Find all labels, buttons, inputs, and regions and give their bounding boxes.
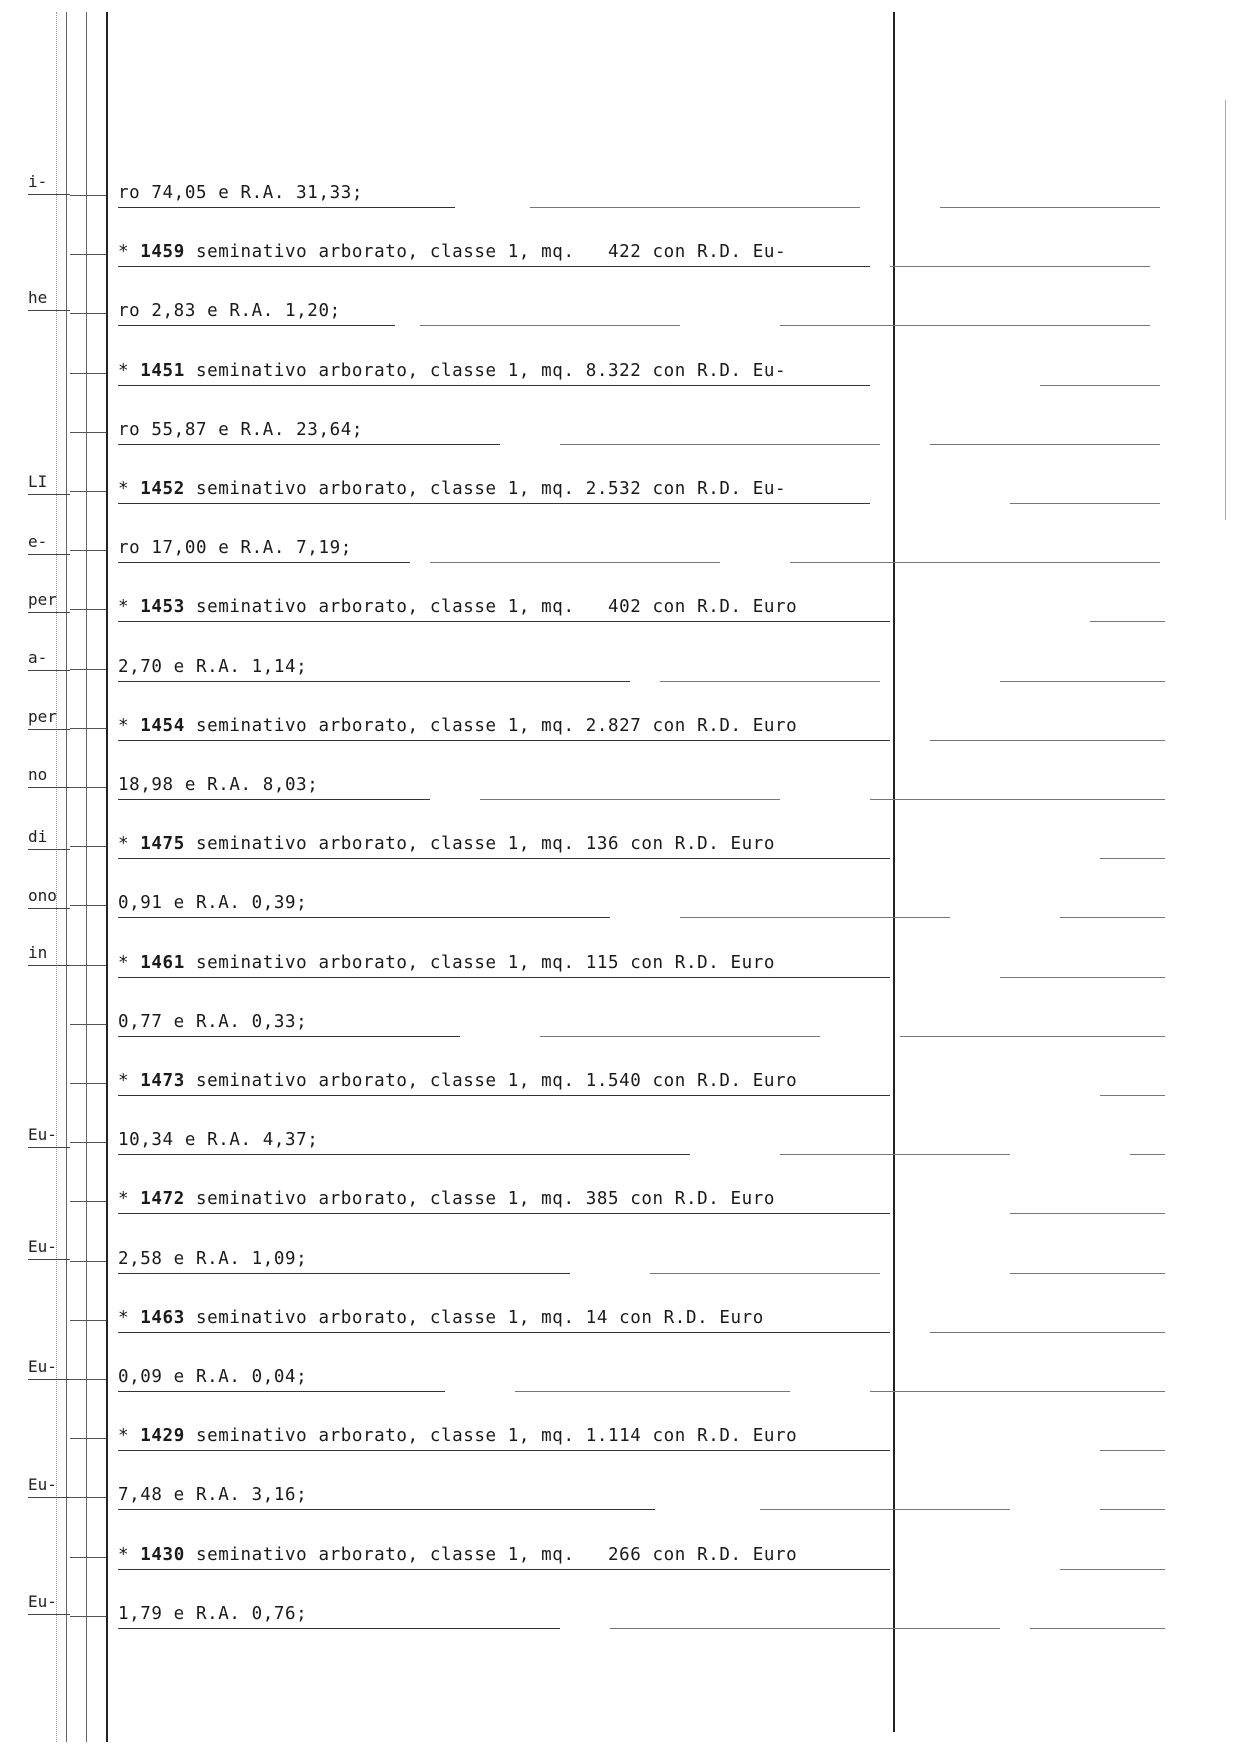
- line-text: [118, 1308, 764, 1328]
- parcel-number: 1453: [140, 597, 185, 618]
- line-underline: [790, 562, 1160, 563]
- parcel-number: 1454: [140, 715, 185, 736]
- continuation-line: [118, 1012, 307, 1042]
- margin-connector: [70, 1379, 106, 1380]
- continuation-line: [118, 1367, 307, 1397]
- line-text: [118, 538, 352, 558]
- line-underline: [1100, 1095, 1165, 1096]
- line-underline: [1010, 503, 1160, 504]
- bullet-star: *: [118, 1189, 141, 1210]
- line-text: [118, 834, 775, 854]
- parcel-entry-line: [118, 834, 775, 864]
- right-margin-rule: [893, 12, 895, 1732]
- bullet-star: *: [118, 952, 141, 973]
- margin-fragment-underline: [28, 310, 70, 311]
- parcel-number: 1459: [140, 242, 185, 263]
- bullet-star: *: [118, 242, 141, 263]
- entry-description: seminativo arborato, classe 1, mq. 136 con R.D. Euro: [184, 834, 776, 855]
- line-underline: [118, 1213, 890, 1214]
- continuation-line: [118, 1604, 307, 1634]
- margin-fragment-underline: [28, 1147, 70, 1148]
- margin-connector: [70, 550, 106, 551]
- line-underline: [780, 1154, 1010, 1155]
- entry-description: seminativo arborato, classe 1, mq. 1.540 con R.D. Euro: [184, 1071, 798, 1091]
- margin-fragment: in: [28, 943, 48, 962]
- line-underline: [660, 681, 880, 682]
- line-underline: [118, 207, 455, 208]
- entry-description: seminativo arborato, classe 1, mq. 385 con R.D. Euro: [184, 1189, 776, 1210]
- line-underline: [1100, 1509, 1165, 1510]
- line-underline: [118, 1391, 445, 1392]
- parcel-entry-line: [118, 242, 786, 272]
- line-text: [118, 1012, 307, 1032]
- parcel-number: 1451: [140, 360, 185, 381]
- left-margin-rule-2: [86, 12, 87, 1742]
- bullet-star: *: [118, 597, 141, 618]
- line-text: [118, 1367, 307, 1387]
- margin-fragment-underline: [28, 849, 70, 850]
- margin-connector: [70, 1024, 106, 1025]
- line-underline: [610, 1628, 1000, 1629]
- line-underline: [900, 1036, 1165, 1037]
- margin-fragment: no: [28, 765, 48, 784]
- line-underline: [930, 1332, 1165, 1333]
- entry-description: seminativo arborato, classe 1, mq. 14 con R.D. Euro: [184, 1307, 764, 1328]
- line-underline: [420, 325, 680, 326]
- line-text: [118, 301, 341, 321]
- bullet-star: *: [118, 1426, 141, 1447]
- far-right-rule: [1225, 100, 1226, 520]
- margin-fragment: Eu-: [28, 1237, 57, 1256]
- bullet-star: *: [118, 1307, 141, 1328]
- continuation-line: [118, 420, 363, 450]
- parcel-entry-line: [118, 716, 797, 746]
- margin-connector: [70, 1616, 106, 1617]
- margin-fragment: LI: [28, 472, 48, 491]
- line-underline: [1030, 1628, 1165, 1629]
- line-text: [118, 893, 307, 913]
- line-underline: [118, 266, 870, 267]
- continuation-line: [118, 1485, 307, 1515]
- bullet-star: *: [118, 834, 141, 855]
- line-underline: [760, 1509, 1010, 1510]
- line-underline: [118, 562, 410, 563]
- entry-description: 18,98 e R.A. 8,03;: [118, 775, 319, 795]
- margin-connector: [70, 846, 106, 847]
- entry-description: 0,09 e R.A. 0,04;: [118, 1367, 308, 1387]
- line-underline: [118, 385, 870, 386]
- line-underline: [1000, 681, 1165, 682]
- line-underline: [118, 1450, 890, 1451]
- margin-fragment: a-: [28, 648, 48, 667]
- entry-description: 0,91 e R.A. 0,39;: [118, 893, 308, 914]
- margin-connector: [70, 432, 106, 433]
- entry-description: seminativo arborato, classe 1, mq. 115 con R.D. Euro: [184, 952, 776, 973]
- bullet-star: *: [118, 1071, 141, 1091]
- margin-connector: [70, 195, 106, 196]
- line-underline: [430, 562, 720, 563]
- line-underline: [780, 325, 1150, 326]
- margin-fragment-underline: [28, 908, 70, 909]
- line-text: [118, 775, 318, 795]
- line-underline: [118, 799, 430, 800]
- line-underline: [118, 444, 500, 445]
- parcel-entry-line: [118, 1308, 764, 1338]
- line-text: [118, 361, 786, 381]
- line-underline: [118, 977, 890, 978]
- line-underline: [118, 1154, 690, 1155]
- line-underline: [1000, 977, 1165, 978]
- entry-description: seminativo arborato, classe 1, mq. 1.114 con R.D. Euro: [184, 1426, 798, 1447]
- line-text: [118, 1189, 775, 1209]
- margin-connector: [70, 373, 106, 374]
- line-underline: [1100, 1450, 1165, 1451]
- margin-fragment-underline: [28, 1379, 70, 1380]
- line-underline: [870, 1391, 1165, 1392]
- parcel-entry-line: [118, 953, 775, 983]
- margin-connector: [70, 609, 106, 610]
- margin-fragment: Eu-: [28, 1592, 57, 1611]
- margin-fragment: Eu-: [28, 1357, 57, 1376]
- margin-fragment-underline: [28, 670, 70, 671]
- margin-connector: [70, 1438, 106, 1439]
- continuation-line: [118, 893, 307, 923]
- left-margin-rule-1: [66, 12, 67, 1742]
- entry-description: 0,77 e R.A. 0,33;: [118, 1011, 308, 1032]
- line-underline: [890, 266, 1150, 267]
- margin-fragment-underline: [28, 612, 70, 613]
- margin-fragment-underline: [28, 787, 70, 788]
- line-underline: [1090, 621, 1165, 622]
- margin-fragment: per: [28, 590, 57, 609]
- line-underline: [118, 1095, 890, 1096]
- parcel-entry-line: [118, 1189, 775, 1219]
- margin-connector: [70, 1497, 106, 1498]
- margin-connector: [70, 1261, 106, 1262]
- line-text: [118, 1130, 318, 1150]
- entry-description: seminativo arborato, classe 1, mq. 266 con R.D. Euro: [184, 1544, 798, 1565]
- margin-fragment-underline: [28, 494, 70, 495]
- bullet-star: *: [118, 479, 141, 499]
- line-underline: [1100, 858, 1165, 859]
- entry-description: seminativo arborato, classe 1, mq. 2.532 con R.D. Eu-: [184, 479, 787, 499]
- entry-description: 10,34 e R.A. 4,37;: [118, 1130, 319, 1151]
- margin-connector: [70, 728, 106, 729]
- bullet-star: *: [118, 360, 141, 381]
- margin-connector: [70, 1142, 106, 1143]
- parcel-number: 1473: [140, 1071, 185, 1091]
- line-underline: [118, 1036, 460, 1037]
- margin-fragment: per: [28, 707, 57, 726]
- parcel-number: 1475: [140, 834, 185, 855]
- parcel-entry-line: [118, 1071, 797, 1101]
- left-margin-rule-3: [106, 12, 108, 1742]
- line-underline: [1010, 1213, 1165, 1214]
- line-underline: [118, 858, 890, 859]
- line-underline: [1010, 1273, 1165, 1274]
- margin-fragment-underline: [28, 1497, 70, 1498]
- entry-description: 2,70 e R.A. 1,14;: [118, 656, 308, 677]
- line-underline: [118, 1332, 890, 1333]
- continuation-line: [118, 775, 318, 805]
- line-underline: [680, 917, 950, 918]
- parcel-entry-line: [118, 361, 786, 391]
- line-text: [118, 183, 363, 203]
- line-text: [118, 1485, 307, 1505]
- parcel-entry-line: [118, 1545, 797, 1575]
- line-underline: [1060, 1569, 1165, 1570]
- entry-description: 7,48 e R.A. 3,16;: [118, 1485, 308, 1506]
- margin-fragment: di: [28, 827, 48, 846]
- margin-fragment-underline: [28, 194, 70, 195]
- line-underline: [930, 740, 1165, 741]
- line-underline: [118, 325, 395, 326]
- line-underline: [118, 1628, 560, 1629]
- line-underline: [530, 207, 860, 208]
- entry-description: seminativo arborato, classe 1, mq. 402 con R.D. Euro: [184, 597, 798, 618]
- parcel-number: 1463: [140, 1307, 185, 1328]
- continuation-line: [118, 1130, 318, 1160]
- line-text: [118, 479, 786, 499]
- parcel-number: 1461: [140, 952, 185, 973]
- margin-fragment-underline: [28, 1259, 70, 1260]
- entry-description: ro 74,05 e R.A. 31,33;: [118, 183, 363, 203]
- line-underline: [650, 1273, 880, 1274]
- line-text: [118, 657, 307, 677]
- margin-fragment-underline: [28, 729, 70, 730]
- entry-description: 1,79 e R.A. 0,76;: [118, 1603, 308, 1624]
- parcel-entry-line: [118, 597, 797, 627]
- margin-fragment: ono: [28, 886, 57, 905]
- line-underline: [480, 799, 780, 800]
- line-text: [118, 1604, 307, 1624]
- line-text: [118, 1545, 797, 1565]
- margin-fragment: Eu-: [28, 1475, 57, 1494]
- line-underline: [930, 444, 1160, 445]
- line-text: [118, 1426, 797, 1446]
- margin-fragment: Eu-: [28, 1125, 57, 1144]
- entry-description: seminativo arborato, classe 1, mq. 422 con R.D. Eu-: [184, 242, 787, 263]
- margin-connector: [70, 787, 106, 788]
- parcel-number: 1452: [140, 479, 185, 499]
- margin-connector: [70, 491, 106, 492]
- line-text: [118, 242, 786, 262]
- line-underline: [940, 207, 1160, 208]
- margin-connector: [70, 313, 106, 314]
- entry-description: ro 55,87 e R.A. 23,64;: [118, 419, 363, 440]
- margin-fragment: e-: [28, 532, 48, 551]
- line-underline: [118, 1273, 570, 1274]
- line-underline: [540, 1036, 820, 1037]
- line-underline: [118, 1569, 890, 1570]
- entry-description: seminativo arborato, classe 1, mq. 2.827 con R.D. Euro: [184, 715, 798, 736]
- line-underline: [118, 503, 870, 504]
- line-underline: [1040, 385, 1160, 386]
- parcel-entry-line: [118, 1426, 797, 1456]
- margin-connector: [70, 1320, 106, 1321]
- line-text: [118, 420, 363, 440]
- line-underline: [1060, 917, 1165, 918]
- margin-fragment-underline: [28, 554, 70, 555]
- margin-connector: [70, 965, 106, 966]
- line-underline: [118, 740, 890, 741]
- line-text: [118, 1249, 307, 1269]
- continuation-line: [118, 301, 341, 331]
- line-text: [118, 597, 797, 617]
- bullet-star: *: [118, 1544, 141, 1565]
- margin-connector: [70, 1557, 106, 1558]
- entry-description: 2,58 e R.A. 1,09;: [118, 1248, 308, 1269]
- margin-fragment-underline: [28, 1614, 70, 1615]
- parcel-number: 1430: [140, 1544, 185, 1565]
- line-underline: [118, 681, 630, 682]
- line-underline: [1130, 1154, 1165, 1155]
- continuation-line: [118, 1249, 307, 1279]
- bullet-star: *: [118, 715, 141, 736]
- line-underline: [118, 917, 610, 918]
- line-underline: [515, 1391, 790, 1392]
- parcel-number: 1429: [140, 1426, 185, 1447]
- entry-description: seminativo arborato, classe 1, mq. 8.322 con R.D. Eu-: [184, 360, 787, 381]
- continuation-line: [118, 538, 352, 568]
- continuation-line: [118, 183, 363, 213]
- margin-fragment: i-: [28, 172, 48, 191]
- margin-connector: [70, 669, 106, 670]
- line-underline: [118, 621, 890, 622]
- continuation-line: [118, 657, 307, 687]
- margin-connector: [70, 1201, 106, 1202]
- parcel-number: 1472: [140, 1189, 185, 1210]
- margin-fragment-underline: [28, 965, 70, 966]
- line-underline: [870, 799, 1165, 800]
- line-underline: [560, 444, 880, 445]
- line-text: [118, 1071, 797, 1091]
- line-text: [118, 716, 797, 736]
- margin-connector: [70, 1083, 106, 1084]
- margin-connector: [70, 254, 106, 255]
- margin-connector: [70, 905, 106, 906]
- entry-description: ro 2,83 e R.A. 1,20;: [118, 301, 341, 322]
- entry-description: ro 17,00 e R.A. 7,19;: [118, 538, 352, 559]
- parcel-entry-line: [118, 479, 786, 509]
- margin-fragment: he: [28, 288, 48, 307]
- line-underline: [118, 1509, 655, 1510]
- line-text: [118, 953, 775, 973]
